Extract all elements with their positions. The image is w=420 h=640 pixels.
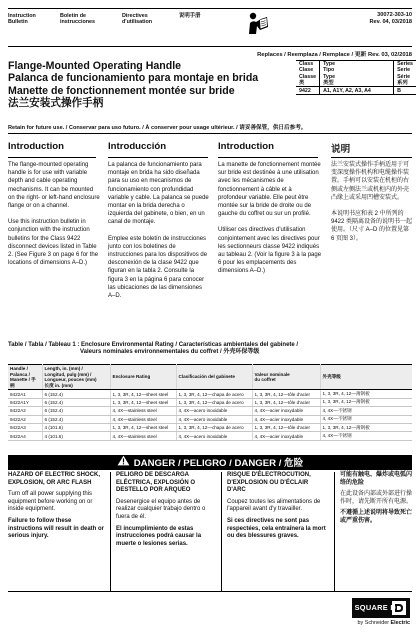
cell-rating-es: 1, 3, 3R, 4, 12—chapa de acero	[176, 398, 252, 406]
warning-triangle-icon	[117, 455, 130, 466]
section-heading-es: Introducción	[108, 141, 167, 152]
title-en: Flange-Mounted Operating Handle	[8, 60, 182, 72]
brand-tagline-suffix: Electric	[390, 620, 410, 626]
header-bottom-rule	[8, 46, 412, 47]
danger-column-es	[116, 472, 214, 548]
section-body-es	[108, 161, 210, 308]
cell-rating-zh: 1, 3, 3R, 4, 12—薄钢板	[320, 390, 412, 398]
cell-rating-fr: 4, 4X—acier inoxydable	[252, 407, 320, 415]
danger-column-divider	[110, 472, 111, 592]
retain-notice: Retain for future use. / Conservar para uso futuro. / À conserver pour usage ultérieur. / 请妥善保管，供日后参考。	[8, 125, 307, 131]
section-rule-zh	[331, 157, 412, 158]
hazard-title: HAZARD OF ELECTRIC SHOCK, EXPLOSION, OR ARC FLASH	[8, 472, 100, 486]
cell-rating-fr: 1, 3, 3R, 4, 12—tôle d'acier	[252, 423, 320, 431]
cell-rating-es: 4, 4X—acero inoxidable	[176, 415, 252, 423]
series-header-en: Series	[397, 61, 413, 67]
section-paragraph: Utiliser ces directives d'utilisation conjointement avec les directives pour les sectionneurs classe 9422 indiqués au tableau 2. (Voir la figure 3 à la page 6 pour les emplacements des dimensions A–D.)	[218, 227, 322, 275]
col-header-zh: 外壳等级	[320, 365, 412, 390]
type-header-es: Tipo	[323, 67, 335, 74]
document-number: 30072-303-10	[377, 12, 412, 18]
enclosure-rating-table	[8, 364, 412, 441]
cell-rating-en: 4, 4X—stainless steel	[110, 415, 176, 423]
cell-rating-en: 4, 4X—stainless steel	[110, 432, 176, 440]
table-title-line1: Table / Tabla / Tableau 1 : Enclosure Environmental Rating / Características ambientales del gabinete /	[8, 342, 299, 348]
class-header-en: Class	[299, 61, 314, 67]
table-row	[8, 415, 412, 423]
danger-column-en	[8, 472, 104, 541]
series-header-zh: 系列	[397, 79, 408, 86]
hazard-consequence: Si ces directives ne sont pas respectées, cela entraînera la mort ou des blessures graves.	[227, 517, 326, 540]
section-body-zh	[331, 161, 412, 251]
class-header-es: Clase	[299, 67, 314, 74]
table-row	[8, 398, 412, 406]
cell-handle: 9422A1	[8, 390, 42, 398]
hazard-instruction: Turn off all power supplying this equipment before working on or inside equipment.	[8, 491, 93, 513]
cell-length: 4 (101.6)	[42, 423, 110, 431]
hazard-instruction: 在此设备内部或外部进行操作时，请先断开所有电源。	[340, 491, 413, 505]
square-d-logo-text: SQUARE D	[354, 603, 396, 612]
section-paragraph: La palanca de funcionamiento para montaje en brida ha sido diseñada para su uso en mecanismos de funcionamiento con profundidad variable y cable. La palanca se puede montar en la brida derecha o izquierda del gabinete, o bien, en un canal de montaje.	[108, 162, 209, 226]
cell-length: 4 (101.6)	[42, 432, 110, 440]
table-row	[8, 390, 412, 398]
cell-rating-en: 1, 3, 3R, 4, 12—sheet steel	[110, 423, 176, 431]
cell-rating-zh: 1, 3, 3R, 4, 12—薄钢板	[320, 423, 412, 431]
hazard-title: 可能有触电、爆炸或电弧闪络的危险	[340, 472, 413, 486]
cell-rating-es: 1, 3, 3R, 4, 12—chapa de acero	[176, 390, 252, 398]
cell-rating-zh: 4, 4X—不锈钢	[320, 407, 412, 415]
series-header-fr: Série	[397, 73, 411, 80]
section-paragraph: 法兰安装式操作手柄适用于可变深度操作机构和电缆操作装置。手柄可以安装在机柜的右侧或左侧法兰或机柜内的外壳凸缘上或采用凹槽安装式。	[331, 162, 410, 201]
brand-tagline-prefix: by Schneider	[357, 620, 390, 626]
section-rule-es	[108, 157, 208, 158]
cell-rating-zh: 4, 4X—不锈钢	[320, 415, 412, 423]
section-paragraph: 本说明书应和表 2 中所列的 9422 类隔离设备的说明书一起使用。（尺寸 A–D 的位置见第 6 页图 3）。	[331, 211, 413, 242]
revision: Rev. 04, 03/2018	[369, 19, 412, 25]
section-rule-en	[8, 157, 96, 158]
type-header-fr: Type	[323, 73, 336, 80]
class-type-series-table	[296, 60, 416, 95]
cell-handle: 9422A4	[8, 432, 42, 440]
section-body-fr	[218, 161, 322, 284]
cell-rating-es: 1, 3, 3R, 4, 12—chapa de acero	[176, 423, 252, 431]
title-block	[8, 60, 258, 109]
hazard-consequence: El incumplimiento de estas instrucciones podrá causar la muerte o lesiones serias.	[116, 525, 202, 547]
cell-rating-es: 4, 4X—acero inoxidable	[176, 407, 252, 415]
type-header-zh: 类型	[323, 79, 334, 86]
series-value: B	[394, 87, 416, 95]
danger-column-fr	[227, 472, 327, 541]
hazard-instruction: Desenergice el equipo antes de realizar cualquier trabajo dentro o fuera de él.	[116, 498, 206, 520]
table-title-line2: Valeurs nominales environnementales du coffret / 外壳环保等级	[80, 349, 260, 356]
danger-banner	[8, 455, 412, 470]
title-fr: Manette de fonctionnement montée sur bride	[8, 84, 235, 97]
danger-column-zh	[340, 472, 412, 526]
cell-handle: 9422A2	[8, 415, 42, 423]
cell-handle: 9422A1Y	[8, 398, 42, 406]
header-label-fr: Directives d'utilisation	[122, 13, 153, 26]
class-header-fr: Classe	[299, 73, 317, 80]
cell-length: 6 (152.4)	[42, 398, 110, 406]
section-paragraph: Use this instruction bulletin in conjunction with the instruction bulletins for the Class 9422 disconnect devices listed in Table 2. (See Figure 3 on page 6 for the locations of dimensions A–D.)	[8, 219, 99, 267]
section-heading-zh: 说明	[331, 144, 351, 155]
cell-rating-fr: 4, 4X—acier inoxydable	[252, 415, 320, 423]
cell-length: 6 (152.4)	[42, 390, 110, 398]
danger-column-divider	[221, 472, 222, 592]
col-header-enclosure-rating: Enclosure Rating	[110, 365, 176, 390]
col-header-clasificacion: Clasificación del gabinete	[176, 365, 252, 390]
section-body-en	[8, 161, 100, 275]
class-value: 9422	[296, 87, 320, 95]
header-top-rule	[8, 8, 412, 9]
cell-length: 6 (152.4)	[42, 415, 110, 423]
cell-rating-en: 1, 3, 3R, 4, 12—sheet steel	[110, 398, 176, 406]
person-reading-book-icon	[246, 11, 270, 35]
header-label-es: Boletín de instrucciones	[60, 13, 96, 26]
title-es: Palanca de funcionamiento para montaje en brida	[8, 72, 259, 85]
cell-handle: 9422A3	[8, 423, 42, 431]
header-label-zh: 说明手册	[179, 13, 201, 19]
danger-banner-text: DANGER / PELIGRO / DANGER / 危险	[133, 458, 304, 469]
table-title	[8, 342, 298, 356]
col-header-handle: Handle / Palanca / Manette / 手柄	[8, 365, 42, 390]
hazard-instruction: Coupez toutes les alimentations de l'appareil avant d'y travailler.	[227, 498, 321, 513]
cell-rating-en: 4, 4X—stainless steel	[110, 407, 176, 415]
hazard-consequence: Failure to follow these instructions will result in death or serious injury.	[8, 517, 105, 540]
section-heading-en: Introduction	[8, 141, 64, 152]
hazard-title: PELIGRO DE DESCARGA ELÉCTRICA, EXPLOSIÓN O DESTELLO POR ARQUEO	[116, 472, 196, 494]
cell-rating-zh: 4, 4X—不锈钢	[320, 432, 412, 440]
section-paragraph: The flange-mounted operating handle is for use with variable depth and cable operating mechanisms. It can be mounted on the right- or left-hand enclosure flange or on a channel.	[8, 162, 100, 210]
table-row	[8, 407, 412, 415]
danger-bottom-rule	[8, 591, 412, 592]
cell-handle: 9422A2	[8, 407, 42, 415]
cell-rating-fr: 1, 3, 3R, 4, 12—tôle d'acier	[252, 390, 320, 398]
section-paragraph: La manette de fonctionnement montée sur bride est destinée à une utilisation avec les mécanismes de fonctionnement à câble et à profondeur variable. Elle peut être montée sur la bride de droite ou de gauche du coffret ou sur un profilé.	[218, 162, 321, 218]
type-value: A1, A1Y, A2, A3, A4	[320, 87, 394, 95]
cell-length: 6 (152.4)	[42, 407, 110, 415]
cell-rating-fr: 1, 3, 3R, 4, 12—tôle d'acier	[252, 398, 320, 406]
danger-column-divider	[334, 472, 335, 592]
brand-tagline	[358, 620, 410, 626]
table-row	[8, 423, 412, 431]
class-header-zh: 类	[299, 79, 305, 86]
series-header-es: Serie	[397, 67, 411, 74]
col-header-length: Length, in. (mm) / Longitud, pulg (mm) / Longueur, pouces (mm) 长度 in. (mm)	[42, 365, 110, 390]
hazard-title: RISQUE D'ÉLECTROCUTION, D'EXPLOSION OU D'ÉCLAIR D'ARC	[227, 472, 311, 494]
title-zh: 法兰安装式操作手柄	[8, 96, 104, 109]
cell-rating-es: 4, 4X—acero inoxidable	[176, 432, 252, 440]
section-heading-fr: Introduction	[218, 141, 274, 152]
header-label-en: Instruction Bulletin	[8, 13, 36, 26]
table-row	[8, 432, 412, 440]
cell-rating-fr: 4, 4X—acier inoxydable	[252, 432, 320, 440]
section-rule-fr	[218, 157, 318, 158]
document-number-block	[369, 12, 412, 26]
type-header-en: Type	[323, 61, 336, 67]
section-paragraph: Emplee este boletín de instrucciones junto con los boletines de instrucciones para los dispositivos de desconexión de la clase 9422 que figuran en la tabla 2. Consulte la figura 3 en la página 6 para conocer las ubicaciones de las dimensiones A–D.	[108, 235, 208, 300]
hazard-consequence: 不遵循上述说明将导致死亡或严重伤害。	[340, 510, 413, 524]
table-header-row	[8, 365, 412, 390]
cell-rating-en: 1, 3, 3R, 4, 12—sheet steel	[110, 390, 176, 398]
sections-top-rule	[8, 133, 412, 134]
cell-rating-zh: 1, 3, 3R, 4, 12—薄钢板	[320, 398, 412, 406]
replaces-note: Replaces / Reemplaza / Remplace / 更新 Rev. 03, 02/2018	[257, 52, 412, 58]
col-header-valeur: Valeur nominale du coffret	[252, 365, 320, 390]
